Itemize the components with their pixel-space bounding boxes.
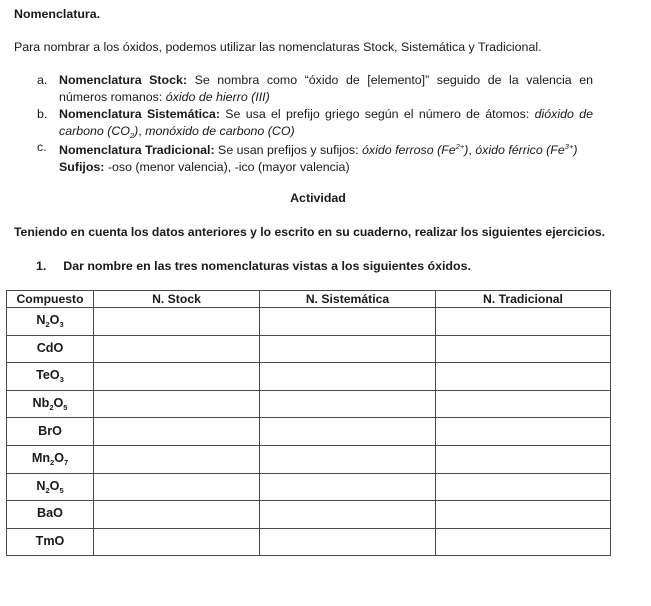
item-example: dióxido de carbono $(CO_2)$ <box>59 107 594 140</box>
table-row <box>7 528 611 556</box>
table-row <box>7 390 611 418</box>
answer-cell-sistematica[interactable] <box>260 473 436 501</box>
list-item-sistematica: b. Nomenclatura Sistemática: Se usa el prefijo griego según el número de átomos: dióxido de carbono $(CO_2)$, monóxido de carbono (CO) <box>37 107 594 140</box>
table-row <box>7 445 611 473</box>
answer-cell-tradicional[interactable] <box>436 473 611 501</box>
compound-formula: $Mn_2O_7$ <box>7 445 94 473</box>
activity-instruction: Teniendo en cuenta los datos anteriores y lo escrito en su cuaderno, realizar los siguientes ejercicios. <box>14 225 606 239</box>
item-text: Se usan prefijos y sufijos: <box>214 143 362 157</box>
answer-cell-stock[interactable] <box>94 501 260 529</box>
answer-cell-sistematica[interactable] <box>260 335 436 363</box>
compound-formula: $N_2O_3$ <box>7 308 94 336</box>
answer-cell-stock[interactable] <box>94 308 260 336</box>
answer-cell-stock[interactable] <box>94 418 260 446</box>
table-header-row <box>7 291 611 308</box>
suffix-label: Sufijos: <box>59 159 105 174</box>
suffix-text: -oso (menor valencia), -ico (mayor valencia) <box>104 159 350 174</box>
list-marker: c. <box>37 140 47 154</box>
compound-formula: TeO$_3$ <box>7 363 94 391</box>
intro-paragraph: Para nombrar a los óxidos, podemos utilizar las nomenclaturas Stock, Sistemática y Tradicional. <box>14 40 542 54</box>
answer-cell-sistematica[interactable] <box>260 390 436 418</box>
answer-cell-tradicional[interactable] <box>436 308 611 336</box>
item-label: Nomenclatura Sistemática: <box>59 107 220 121</box>
item-example: óxido ferroso $(Fe^{2+})$ <box>362 142 469 157</box>
answer-cell-stock[interactable] <box>94 473 260 501</box>
answer-cell-stock[interactable] <box>94 528 260 556</box>
answer-cell-sistematica[interactable] <box>260 308 436 336</box>
answer-cell-tradicional[interactable] <box>436 363 611 391</box>
answer-cell-stock[interactable] <box>94 390 260 418</box>
header-sistematica: N. Sistemática <box>260 291 436 308</box>
page-heading: Nomenclatura. <box>14 7 101 21</box>
header-compuesto: Compuesto <box>7 291 94 308</box>
table-row <box>7 473 611 501</box>
item-text: Se nombra como “óxido de [elemento]” seguido de la valencia en números romanos: <box>59 73 594 104</box>
item-label: Nomenclatura Tradicional: <box>59 143 215 157</box>
compound-formula: $N_2O_5$ <box>7 473 94 501</box>
compound-formula: BrO <box>7 418 94 446</box>
list-item-stock <box>37 72 593 105</box>
compound-formula: CdO <box>7 335 94 363</box>
oxides-table <box>6 290 611 556</box>
item-label: Nomenclatura Stock: <box>59 73 188 87</box>
list-marker: a. <box>37 73 48 87</box>
answer-cell-tradicional[interactable] <box>436 390 611 418</box>
activity-title: Actividad <box>290 191 346 205</box>
list-marker: b. <box>37 107 48 121</box>
item-text: Se usa el prefijo griego según el número de átomos: <box>219 107 535 121</box>
exercise-number: 1. <box>36 259 47 273</box>
item-example: óxido de hierro (III) <box>165 89 270 104</box>
table-row <box>7 363 611 391</box>
header-tradicional: N. Tradicional <box>436 291 611 308</box>
compound-formula: TmO <box>7 528 94 556</box>
list-item-tradicional: c. Nomenclatura Tradicional: Se usan prefijos y sufijos: óxido ferroso $(Fe^{2+})$, óxido férrico $(Fe^{3+})$ Sufijos: -oso (menor valencia), -ico (mayor valencia) <box>37 140 578 174</box>
item-example: monóxido de carbono (CO) <box>145 123 295 138</box>
answer-cell-stock[interactable] <box>94 445 260 473</box>
item-example: óxido férrico $(Fe^{3+})$ <box>475 142 578 157</box>
header-stock: N. Stock <box>94 291 260 308</box>
answer-cell-sistematica[interactable] <box>260 501 436 529</box>
compound-formula: $Nb_2O_5$ <box>7 390 94 418</box>
answer-cell-tradicional[interactable] <box>436 445 611 473</box>
exercise-1 <box>36 259 471 273</box>
answer-cell-sistematica[interactable] <box>260 363 436 391</box>
table-row <box>7 335 611 363</box>
answer-cell-tradicional[interactable] <box>436 335 611 363</box>
answer-cell-tradicional[interactable] <box>436 418 611 446</box>
answer-cell-sistematica[interactable] <box>260 445 436 473</box>
answer-cell-sistematica[interactable] <box>260 418 436 446</box>
table-row <box>7 308 611 336</box>
answer-cell-tradicional[interactable] <box>436 501 611 529</box>
answer-cell-stock[interactable] <box>94 363 260 391</box>
answer-cell-sistematica[interactable] <box>260 528 436 556</box>
table-row <box>7 418 611 446</box>
compound-formula: BaO <box>7 501 94 529</box>
answer-cell-stock[interactable] <box>94 335 260 363</box>
answer-cell-tradicional[interactable] <box>436 528 611 556</box>
table-row <box>7 501 611 529</box>
exercise-text: Dar nombre en las tres nomenclaturas vistas a los siguientes óxidos. <box>63 259 471 273</box>
